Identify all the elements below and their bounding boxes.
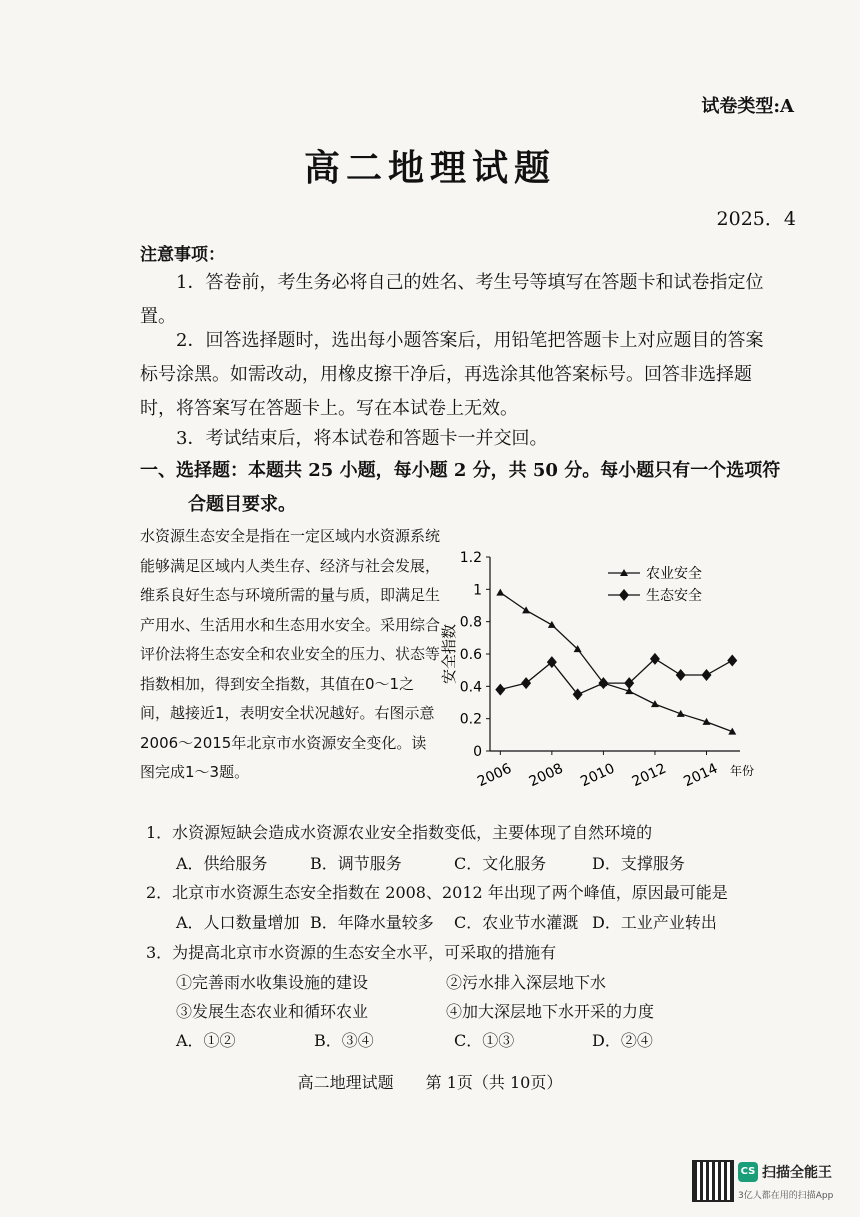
question-3-stem: 3．为提高北京市水资源的生态安全水平，可采取的措施有 [146, 943, 557, 962]
agri-safety-point [548, 621, 556, 628]
q3-measure-3: ③发展生态农业和循环农业 [176, 1002, 369, 1021]
legend-label: 生态安全 [646, 588, 702, 604]
page-footer: 高二地理试题 第 1页（共 10页） [297, 1073, 563, 1092]
eco-safety-line [500, 659, 732, 695]
q3-option-c: C．①③ [454, 1031, 515, 1050]
section-heading: 一、选择题：本题共 25 小题，每小题 2 分，共 50 分。每小题只有一个选项符 [140, 460, 781, 481]
notice-heading: 注意事项： [140, 245, 225, 265]
q1-option-c: C．文化服务 [454, 854, 547, 873]
scanner-app-name: 扫描全能王 [762, 1165, 832, 1181]
eco-safety-point [650, 653, 660, 665]
y-tick-label: 0.2 [459, 711, 482, 728]
x-tick-label: 2012 [629, 760, 669, 791]
q2-option-c: C．农业节水灌溉 [454, 913, 579, 932]
y-tick-label: 0.6 [459, 647, 482, 663]
q1-option-a: A．供给服务 [176, 854, 268, 873]
page-title: 高二地理试题 [303, 147, 556, 189]
cs-logo-icon: CS [738, 1162, 758, 1182]
x-tick-label: 2010 [578, 760, 618, 791]
y-tick-label: 0.8 [459, 614, 482, 631]
q2-option-a: A．人口数量增加 [176, 913, 300, 932]
q1-option-d: D．支撑服务 [592, 854, 685, 873]
notice-item-3: 3．考试结束后，将本试卷和答题卡一并交回。 [176, 428, 548, 449]
eco-safety-point [495, 684, 505, 696]
x-tick-label: 2006 [475, 760, 515, 791]
q3-option-d: D．②④ [592, 1031, 653, 1050]
x-tick-label: 2008 [526, 760, 566, 791]
eco-safety-point [676, 669, 686, 681]
eco-safety-point [727, 654, 737, 666]
y-tick-label: 1.2 [459, 550, 482, 566]
agri-safety-line [500, 593, 732, 732]
agri-safety-point [651, 700, 659, 707]
notice-item-2: 2．回答选择题时，选出每小题答案后，用铅笔把答题卡上对应题目的答案标号涂黑。如需改动，用橡皮擦干净后，再选涂其他答案标号。回答非选择题时，将答案写在答题卡上。写在本试卷上无效。 [140, 330, 764, 419]
q3-option-a: A．①② [176, 1031, 236, 1050]
question-1-stem: 1．水资源短缺会造成水资源农业安全指数变低，主要体现了自然环境的 [146, 823, 653, 842]
x-tick-label: 2014 [681, 760, 721, 791]
x-axis-label: 年份 [730, 764, 755, 778]
eco-safety-point [624, 677, 634, 689]
y-tick-label: 0.4 [459, 679, 482, 696]
legend-label: 农业安全 [646, 566, 702, 582]
y-axis-label: 安全指数 [440, 623, 458, 685]
q3-measure-1: ①完善雨水收集设施的建设 [176, 973, 369, 992]
exam-date: 2025．4 [716, 208, 796, 230]
q1-option-b: B．调节服务 [310, 854, 402, 873]
q3-measure-4: ④加大深层地下水开采的力度 [446, 1002, 655, 1021]
q3-measure-2: ②污水排入深层地下水 [446, 973, 607, 992]
q3-option-b: B．③④ [314, 1031, 374, 1050]
legend-diamond-icon [619, 589, 629, 601]
notice-item-1: 1．答卷前，考生务必将自己的姓名、考生号等填写在答题卡和试卷指定位置。 [140, 272, 764, 327]
reading-passage: 水资源生态安全是指在一定区域内水资源系统能够满足区域内人类生存、经济与社会发展，维系良好生态与环境所需的量与质，即满足生产用水、生活用水和生态用水安全。采用综合评价法将生态安全和农业安全的压力、状态等指数相加，得到安全指数，其值在0～1之间，越接近1，表明安全状况越好。右图示意2006～2015年北京市水资源安全变化。读图完成1～3题。 [140, 527, 441, 781]
water-safety-chart [440, 545, 800, 795]
agri-safety-point [522, 606, 530, 613]
qr-code-icon [692, 1160, 734, 1202]
y-tick-label: 1 [473, 582, 482, 599]
eco-safety-point [521, 677, 531, 689]
section-heading-cont: 合题目要求。 [188, 494, 296, 515]
eco-safety-point [701, 669, 711, 681]
scanner-app-tagline: 3亿人都在用的扫描App [738, 1191, 834, 1201]
agri-safety-point [496, 589, 504, 596]
q2-option-d: D．工业产业转出 [592, 913, 717, 932]
q2-option-b: B．年降水量较多 [310, 913, 434, 932]
question-2-stem: 2．北京市水资源生态安全指数在 2008、2012 年出现了两个峰值，原因最可能是 [146, 883, 728, 902]
paper-type: 试卷类型:A [701, 96, 794, 117]
y-tick-label: 0 [473, 744, 482, 760]
